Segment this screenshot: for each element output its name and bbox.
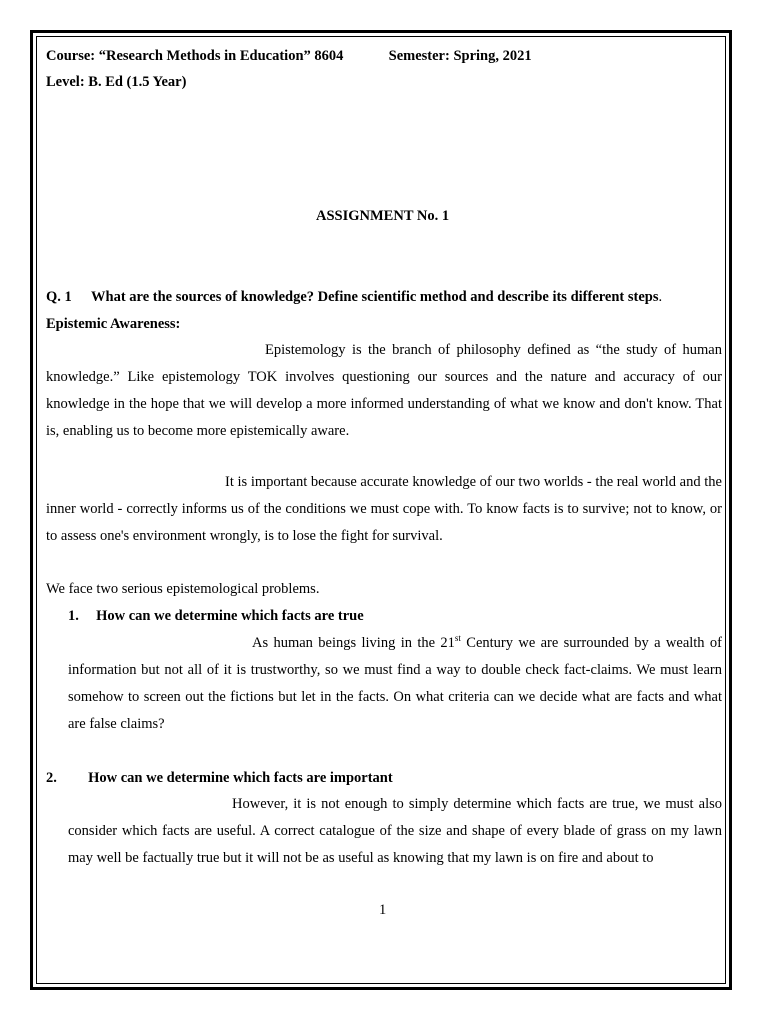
list-item-1-text-b: Century we are surrounded by a wealth of information but not all of it is trustworthy, so we must find a way to double check fact-claims. We must learn somehow to screen out the fictions but let in the facts. On what criteria can we decide what are facts and what are false claims? <box>68 635 722 732</box>
list-item-1-heading <box>68 608 364 625</box>
list-item-2-text: However, it is not enough to simply determine which facts are true, we must also consider which facts are useful. A correct catalogue of the size and shape of every blade of grass on my lawn may well be factually true but it will not be as useful as knowing that my lawn is on fire and about to <box>68 796 722 866</box>
paragraph-importance: It is important because accurate knowledge of our two worlds - the real world and the inner world - correctly informs us of the conditions we must cope with. To know facts is to survive; not to know, or to assess one's environment wrongly, is to lose the fight for survival. <box>46 474 722 544</box>
list-item-2-heading <box>46 770 393 787</box>
list-item-2-title: How can we determine which facts are important <box>88 770 393 786</box>
question-period: . <box>658 289 663 305</box>
paragraph-epistemology: Epistemology is the branch of philosophy defined as “the study of human knowledge.” Like epistemology TOK involves questioning our sources and the nature and accuracy of our knowledge in the hope that we will develop a more informed understanding of what we know and don't know. That is, enabling us to become more epistemically aware. <box>46 342 722 439</box>
list-item-1-text-a: As human beings living in the 21 <box>252 635 455 651</box>
list-item-1-number: 1. <box>68 608 79 624</box>
header-level: Level: B. Ed (1.5 Year) <box>46 74 187 90</box>
list-item-2-number: 2. <box>46 770 57 786</box>
page-number: 1 <box>379 902 387 918</box>
section-heading: Epistemic Awareness: <box>46 316 181 332</box>
question-number: Q. 1 <box>46 289 72 305</box>
assignment-title: ASSIGNMENT No. 1 <box>316 208 450 224</box>
list-item-1-text <box>68 630 722 738</box>
question-text: What are the sources of knowledge? Define scientific method and describe its different steps <box>91 289 659 305</box>
question-line <box>46 289 662 306</box>
semester: Semester: Spring, 2021 <box>388 48 532 64</box>
course-title: Course: “Research Methods in Education” 8604 <box>46 48 344 64</box>
list-item-1-title: How can we determine which facts are true <box>96 608 364 624</box>
header-course <box>46 48 532 65</box>
list-item-1-superscript: st <box>454 633 461 643</box>
paragraph-problems: We face two serious epistemological problems. <box>46 581 320 597</box>
